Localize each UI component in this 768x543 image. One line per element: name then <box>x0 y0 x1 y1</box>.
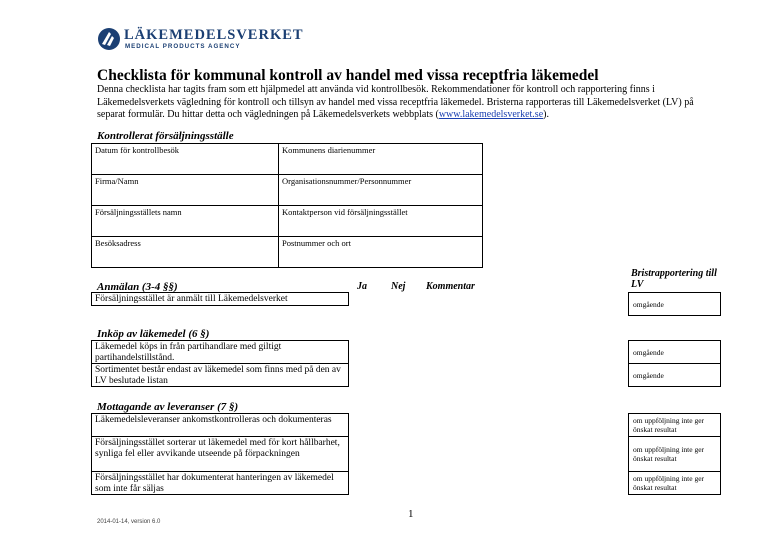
field-besoksadress[interactable]: Besöksadress <box>92 237 279 268</box>
lv-report-cell: om uppföljning inte ger önskat resultat <box>628 471 721 495</box>
field-stallets-namn[interactable]: Försäljningsställets namn <box>92 206 279 237</box>
intro-text: Denna checklista har tagits fram som ett hjälpmedel att använda vid kontrollbesök. Rekommendationer för kontroll och rapportering finns i Läkemedelsverkets vägledning för kontroll och tillsyn av handel med vissa receptfria läkemedel. Bristerna rapporteras till Läkemedelsverket (LV) på separat formulär. Du hittar detta och vägledningen på Läkemedelsverkets webbplats ( <box>97 84 694 121</box>
lv-report-cell: omgående <box>628 292 721 316</box>
checklist-item: Försäljningsstället sorterar ut läkemedel med för kort hållbarhet, synliga fel eller avvikande utseende på förpackningen <box>91 436 349 472</box>
field-postnummer[interactable]: Postnummer och ort <box>279 237 483 268</box>
page-number: 1 <box>408 508 414 520</box>
lv-report-cell: omgående <box>628 363 721 387</box>
lv-report-cell: omgående <box>628 340 721 364</box>
document-title: Checklista för kommunal kontroll av handel med vissa receptfria läkemedel <box>97 67 599 84</box>
checklist-item: Försäljningsstället är anmält till Läkemedelsverket <box>91 292 349 306</box>
column-nej: Nej <box>391 281 406 292</box>
logo-subtitle: MEDICAL PRODUCTS AGENCY <box>125 43 241 50</box>
field-datum[interactable]: Datum för kontrollbesök <box>92 144 279 175</box>
lv-report-cell: om uppföljning inte ger önskat resultat <box>628 436 721 472</box>
logo-name: LÄKEMEDELSVERKET <box>124 27 304 43</box>
column-kommentar: Kommentar <box>426 281 475 292</box>
column-ja: Ja <box>357 281 367 292</box>
intro-suffix: ). <box>543 109 549 121</box>
website-link[interactable]: www.lakemedelsverket.se <box>438 109 544 121</box>
field-kontaktperson[interactable]: Kontaktperson vid försäljningsstället <box>279 206 483 237</box>
field-orgnummer[interactable]: Organisationsnummer/Personnummer <box>279 175 483 206</box>
column-bristrapportering: Bristrapportering till LV <box>631 268 717 290</box>
field-firma[interactable]: Firma/Namn <box>92 175 279 206</box>
lv-report-cell: om uppföljning inte ger önskat resultat <box>628 413 721 437</box>
section-title-anmalan: Anmälan (3-4 §§) <box>97 281 178 293</box>
checklist-item: Läkemedel köps in från partihandlare med giltigt partihandelstillstånd. <box>91 340 349 364</box>
field-diarienummer[interactable]: Kommunens diarienummer <box>279 144 483 175</box>
section-title-mottagande: Mottagande av leveranser (7 §) <box>97 401 239 413</box>
store-info-table <box>91 143 483 268</box>
section-title-kontrollerat: Kontrollerat försäljningsställe <box>97 130 234 142</box>
checklist-item: Försäljningsstället har dokumenterat hanteringen av läkemedel som inte får säljas <box>91 471 349 495</box>
section-title-inkop: Inköp av läkemedel (6 §) <box>97 328 210 340</box>
logo-emblem-icon <box>97 27 121 51</box>
checklist-item: Sortimentet består endast av läkemedel som finns med på den av LV beslutade listan <box>91 363 349 387</box>
checklist-item: Läkemedelsleveranser ankomstkontrolleras och dokumenteras <box>91 413 349 437</box>
intro-paragraph <box>97 84 697 122</box>
footer-version: 2014-01-14, version 6.0 <box>97 519 161 525</box>
